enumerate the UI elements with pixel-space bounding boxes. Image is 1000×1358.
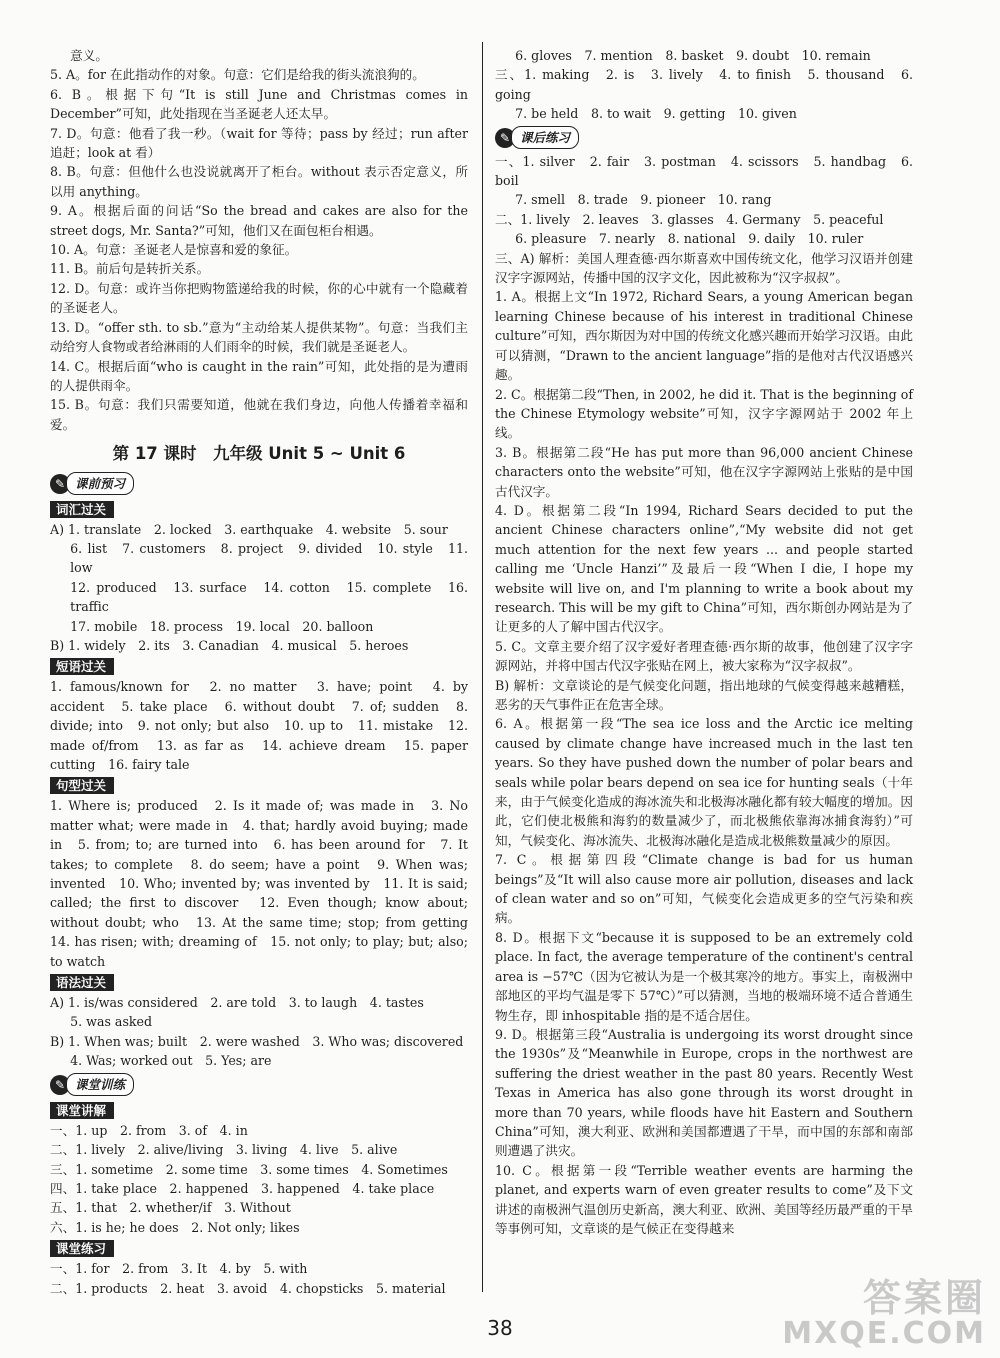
answer-paragraph: 六、1. is he; he does 2. Not only; likes (50, 1219, 300, 1235)
answer-paragraph: 三、1. making 2. is 3. lively 4. to finish 5. thousand 6. going (495, 67, 913, 102)
answer-paragraph: 14. C。根据后面“who is caught in the rain”可知，此处指的是为遭雨的人提供雨伞。 (50, 358, 468, 393)
section-logo (495, 126, 579, 150)
answer-paragraph: 一、1. up 2. from 3. of 4. in (50, 1122, 248, 1138)
answer-paragraph: 二、1. lively 2. alive/living 3. living 4. live 5. alive (50, 1142, 398, 1158)
answer-paragraph: 12. D。句意：或许当你把购物篮递给我的时候，你的心中就有一个隐藏着的圣诞老人。 (50, 280, 468, 316)
right-column (495, 46, 913, 1238)
section-label: 句型过关 (50, 777, 114, 794)
answer-paragraph: 5. was asked (70, 1014, 153, 1030)
section-bar (50, 971, 468, 993)
answer-paragraph: 1. famous/known for 2. no matter 3. have; point 4. by accident 5. take place 6. without doubt 7. of; sudden 8. divide; into 9. not only; but also 10. up to 11. mistake 12. made of/from 13. as far as 14. achieve dream 15. paper cutting 16. fairy tale (50, 679, 468, 772)
lesson-title: 第 17 课时 九年级 Unit 5 ~ Unit 6 (112, 444, 406, 464)
answer-paragraph: 15. B。句意：我们只需要知道，他就在我们身边，向他人传播着幸福和爱。 (50, 397, 468, 432)
watermark (782, 1278, 986, 1350)
answer-paragraph: 4. D。根据第二段“In 1994, Richard Sears decided to put the ancient Chinese characters online”,“My website did not get much attention for the next few years ... and people started calling me ‘Uncle Hanzi’”及最后一段“When I die, I hope my website will live on, and I'm planning to write a book about my research. This will be my gift to China”可知，西尔斯创办网站是为了让更多的人了解中国古代汉字。 (495, 502, 913, 635)
section-logo-label: 课后练习 (511, 126, 579, 149)
watermark-line-1: 答案圈 (862, 1276, 986, 1320)
answer-paragraph: 二、1. products 2. heat 3. avoid 4. chopsticks 5. material (50, 1280, 446, 1296)
answer-paragraph: 五、1. that 2. whether/if 3. Without (50, 1200, 291, 1216)
answer-paragraph: 8. B。句意：但他什么也没说就离开了柜台。without 表示否定意义，所以用 anything。 (50, 164, 468, 199)
answer-paragraph: 三、1. sometime 2. some time 3. some times 4. Sometimes (50, 1161, 448, 1177)
answer-paragraph: 7. D。句意：他看了我一秒。（wait for 等待；pass by 经过；run after 追赶；look at 看） (50, 125, 468, 161)
answer-paragraph: B) 1. When was; built 2. were washed 3. Who was; discovered (50, 1033, 464, 1049)
answer-paragraph: 6. list 7. customers 8. project 9. divided 10. style 11. low (70, 540, 468, 576)
section-bar (50, 1237, 468, 1259)
answer-paragraph: 10. C。根据第一段“Terrible weather events are harming the planet, and experts warn of even greater results to come”及下文讲述的南极洲气温创历史新高，澳大利亚、欧洲、美国等经历最严重的干旱等事例可知，文章谈的是气候正在变得越来 (495, 1162, 913, 1236)
answer-paragraph: 三、A) 解析：美国人理查德·西尔斯喜欢中国传统文化，他学习汉语并创建汉字字源网站，传播中国的汉字文化，因此被称为“汉字叔叔”。 (495, 250, 913, 286)
left-column (50, 46, 481, 1298)
answer-paragraph: 7. be held 8. to wait 9. getting 10. given (515, 106, 797, 122)
answer-paragraph: A) 1. translate 2. locked 3. earthquake 4. website 5. sour (50, 521, 448, 537)
answer-paragraph: 1. Where is; produced 2. Is it made of; was made in 3. No matter what; were made in 4. that; hardly avoid buying; made in 5. from; to; are turned into 6. has been around for 7. It takes; to complete 8. do seem; have a point 9. When was; invented 10. Who; invented by; was invented by 11. It is said; called; the first to discover 12. Even though; know about; without doubt; who 13. At the same time; stop; from getting 14. has risen; with; dreaming of 15. not only; to play; but; also; to watch (50, 798, 481, 969)
watermark-line-2: MXQE.COM (782, 1316, 986, 1351)
pencil-icon: ✎ (50, 474, 70, 494)
answer-paragraph: 一、1. silver 2. fair 3. postman 4. scissors 5. handbag 6. boil (495, 153, 913, 189)
answer-paragraph: 12. produced 13. surface 14. cotton 15. complete 16. traffic (70, 579, 468, 615)
answer-paragraph: 9. D。根据第三段“Australia is undergoing its worst drought since the 1930s”及“Meanwhile in Europe, crops in the northwest are suffering the driest weather in the past 80 years. Recently West Texas in America has also gone through its worst drought in more than 70 years, while floods have hit Eastern and Southern China”可知，澳大利亚、欧洲和美国都遭遇了干旱，而中国的东部和南部则遭遇了洪灾。 (495, 1026, 913, 1159)
answer-paragraph: 17. mobile 18. process 19. local 20. balloon (70, 618, 374, 634)
answer-paragraph: B) 1. widely 2. its 3. Canadian 4. musical 5. heroes (50, 637, 409, 653)
pencil-icon: ✎ (495, 128, 515, 148)
answer-paragraph: 6. A。根据第一段“The sea ice loss and the Arctic ice melting caused by climate change have increased much in the last ten years. So they have pushed down the number of polar bears and seals while polar bears depend on sea ice for hunting seals（十年来，由于气候变化造成的海冰流失和北极海冰融化都有较大幅度的增加。因此，它们使北极熊和海豹的数量减少了，而北极熊依靠海冰捕食海豹）”可知，气候变化、海冰流失、北极海冰融化是造成北极熊数量减少的原因。 (495, 716, 913, 848)
answer-paragraph: 二、1. lively 2. leaves 3. glasses 4. Germany 5. peaceful (495, 211, 884, 227)
answer-paragraph: 7. C。根据第四段“Climate change is bad for us human beings”及“It will also cause more air pollution, diseases and lack of clean water and so on”可知，气候变化会造成更多的空气污染和疾病。 (495, 852, 913, 926)
answer-paragraph: 7. smell 8. trade 9. pioneer 10. rang (515, 192, 772, 208)
pencil-icon: ✎ (50, 1075, 70, 1095)
section-label: 词汇过关 (50, 501, 114, 518)
section-bar (50, 1099, 468, 1121)
page-number: 38 (487, 1316, 513, 1340)
answer-paragraph: 6. B。根据下句“It is still June and Christmas comes in December”可知，此处指现在当圣诞老人还太早。 (50, 86, 468, 122)
answer-paragraph: 3. B。根据第二段“He has put more than 96,000 ancient Chinese characters onto the website”可知，他在汉字字源网站上张贴的是中国古代汉字。 (495, 444, 913, 499)
section-logo (50, 1073, 134, 1097)
answer-paragraph: 5. C。文章主要介绍了汉字爱好者理查德·西尔斯的故事，他创建了汉字字源网站，并将中国古代汉字张贴在网上，被大家称为“汉字叔叔”。 (495, 638, 913, 674)
answer-paragraph: 四、1. take place 2. happened 3. happened 4. take place (50, 1180, 435, 1196)
answer-paragraph: B) 解析：文章谈论的是气候变化问题，指出地球的气候变得越来越糟糕，恶劣的天气事件正在危害全球。 (495, 677, 913, 712)
section-label: 短语过关 (50, 658, 114, 675)
section-label: 课堂练习 (50, 1240, 114, 1257)
answer-paragraph: 4. Was; worked out 5. Yes; are (70, 1053, 272, 1069)
answer-paragraph: 5. A。for 在此指动作的对象。句意：它们是给我的街头流浪狗的。 (50, 67, 425, 83)
section-logo-label: 课前预习 (66, 472, 134, 495)
section-label: 课堂讲解 (50, 1102, 114, 1119)
answer-paragraph: 一、1. for 2. from 3. It 4. by 5. with (50, 1261, 308, 1277)
answer-paragraph: 6. pleasure 7. nearly 8. national 9. daily 10. ruler (515, 231, 864, 247)
answer-paragraph: 10. A。句意：圣诞老人是惊喜和爱的象征。 (50, 242, 298, 258)
section-label: 语法过关 (50, 974, 114, 991)
section-bar (50, 655, 468, 677)
answer-paragraph: A) 1. is/was considered 2. are told 3. to laugh 4. tastes (50, 995, 424, 1011)
section-bar (50, 498, 468, 520)
answer-paragraph: 8. D。根据下文“because it is supposed to be an extremely cold place. In fact, the average temperature of the continent's central area is −57℃（因为它被认为是一个极其寒冷的地方。事实上，南极洲中部地区的平均气温是零下 57℃）”可以猜测，当地的极端环境不适合普通生物生存，即 inhospitable 指的是不适合居住。 (495, 929, 913, 1023)
answer-paragraph: 9. A。根据后面的问话“So the bread and cakes are also for the street dogs, Mr. Santa?”可知，他们又在面包柜台相遇。 (50, 203, 468, 238)
answer-paragraph: 1. A。根据上文“In 1972, Richard Sears, a young American began learning Chinese because of his interest in traditional Chinese culture”可知，西尔斯因为对中国的传统文化感兴趣而开始学习汉语。由此可以猜测，“Drawn to the ancient language”指的是他对古代汉语感兴趣。 (495, 289, 913, 383)
answer-paragraph: 11. B。前后句是转折关系。 (50, 261, 210, 277)
column-divider (482, 42, 483, 1292)
answer-paragraph: 13. D。“offer sth. to sb.”意为“主动给某人提供某物”。句意：当我们主动给穷人食物或者给淋雨的人们雨伞的时候，我们就是圣诞老人。 (50, 319, 468, 355)
answer-paragraph: 意义。 (70, 48, 108, 63)
section-logo-label: 课堂训练 (66, 1073, 134, 1096)
answer-paragraph: 2. C。根据第二段“Then, in 2002, he did it. That is the beginning of the Chinese Etymology website”可知，汉字字源网站于 2002 年上线。 (495, 386, 913, 441)
section-bar (50, 774, 468, 796)
section-logo (50, 472, 134, 496)
answer-paragraph: 6. gloves 7. mention 8. basket 9. doubt 10. remain (515, 48, 871, 63)
